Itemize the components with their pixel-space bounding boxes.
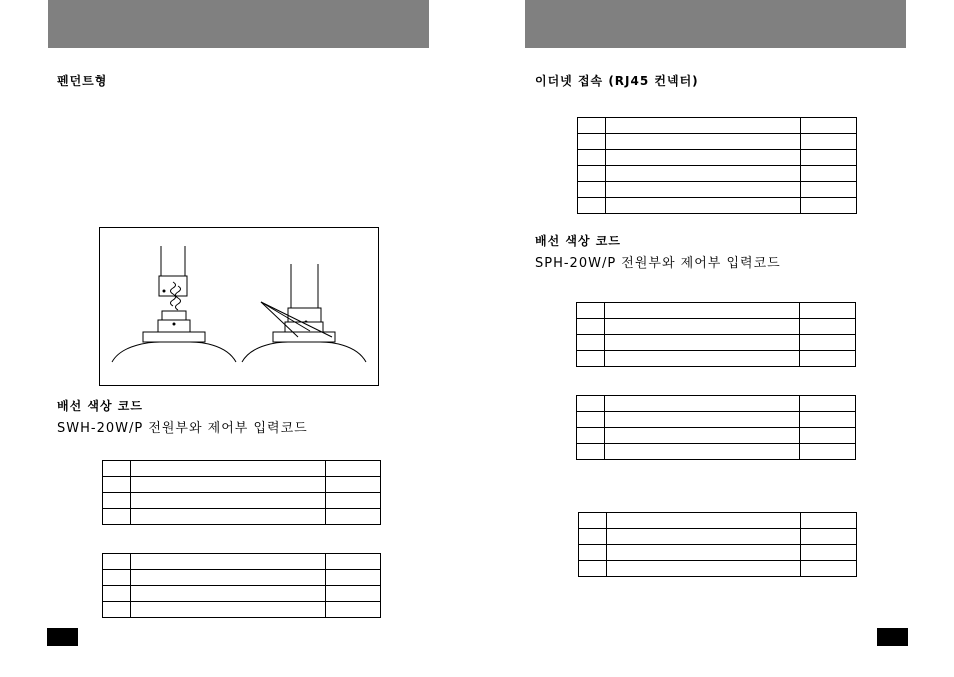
table-row (579, 513, 857, 529)
table-cell (103, 493, 131, 509)
table-cell (801, 182, 857, 198)
table-cell (801, 150, 857, 166)
table-cell (605, 335, 800, 351)
table-cell (606, 166, 801, 182)
table-cell (606, 134, 801, 150)
table-cell (577, 444, 605, 460)
table-cell (606, 118, 801, 134)
table-row (578, 134, 857, 150)
table-row (103, 477, 381, 493)
left-wiring-table-2 (102, 553, 381, 618)
table-row (579, 529, 857, 545)
table-row (103, 461, 381, 477)
table-cell (800, 412, 856, 428)
table-cell (326, 461, 381, 477)
table-cell (579, 561, 607, 577)
left-wiring-heading: 배선 색상 코드 (57, 399, 143, 413)
table-row (103, 570, 381, 586)
table-cell (801, 166, 857, 182)
table-cell (606, 182, 801, 198)
table-cell (801, 545, 857, 561)
table-row (577, 444, 856, 460)
table-cell (578, 198, 606, 214)
table-row (578, 150, 857, 166)
right-wiring-subheading: SPH-20W/P 전원부와 제어부 입력코드 (535, 256, 781, 271)
table-cell (103, 586, 131, 602)
table-row (577, 335, 856, 351)
left-wiring-subheading: SWH-20W/P 전원부와 제어부 입력코드 (57, 421, 308, 436)
table-cell (801, 561, 857, 577)
table-row (577, 303, 856, 319)
table-cell (801, 134, 857, 150)
table-cell (131, 461, 326, 477)
table-cell (577, 319, 605, 335)
left-wiring-table-1 (102, 460, 381, 525)
table-cell (578, 118, 606, 134)
table-cell (605, 319, 800, 335)
table-cell (801, 118, 857, 134)
section-title-pendant: 펜던트형 (57, 74, 108, 88)
table-cell (579, 529, 607, 545)
table-row (577, 396, 856, 412)
table-cell (800, 303, 856, 319)
table-cell (605, 303, 800, 319)
table-row (577, 351, 856, 367)
table-cell (605, 396, 800, 412)
table-cell (103, 602, 131, 618)
table-cell (577, 335, 605, 351)
table-cell (605, 444, 800, 460)
table-cell (800, 444, 856, 460)
table-row (578, 118, 857, 134)
table-cell (326, 554, 381, 570)
table-cell (801, 513, 857, 529)
table-cell (131, 570, 326, 586)
table-cell (607, 513, 801, 529)
table-row (577, 319, 856, 335)
table-cell (605, 412, 800, 428)
table-cell (326, 509, 381, 525)
table-cell (578, 166, 606, 182)
table-row (578, 166, 857, 182)
table-row (577, 428, 856, 444)
table-cell (326, 602, 381, 618)
ethernet-heading: 이더넷 접속 (RJ45 컨넥터) (535, 74, 699, 88)
pendant-mount-illustration (100, 228, 378, 385)
table-cell (131, 586, 326, 602)
left-header-bar (48, 0, 429, 48)
table-cell (800, 335, 856, 351)
right-wiring-heading: 배선 색상 코드 (535, 234, 621, 248)
table-cell (607, 545, 801, 561)
table-row (103, 509, 381, 525)
table-cell (578, 150, 606, 166)
table-cell (605, 428, 800, 444)
table-row (103, 602, 381, 618)
table-cell (103, 554, 131, 570)
table-cell (606, 150, 801, 166)
table-row (579, 561, 857, 577)
table-row (103, 554, 381, 570)
table-row (579, 545, 857, 561)
table-cell (579, 513, 607, 529)
right-page-footer-block (877, 628, 908, 646)
table-cell (800, 396, 856, 412)
table-cell (578, 182, 606, 198)
right-wiring-table-2 (576, 395, 856, 460)
table-cell (578, 134, 606, 150)
table-cell (131, 509, 326, 525)
table-cell (103, 509, 131, 525)
table-cell (801, 198, 857, 214)
table-cell (800, 351, 856, 367)
table-row (103, 586, 381, 602)
right-wiring-table-3 (578, 512, 857, 577)
ethernet-pinout-table (577, 117, 857, 214)
table-row (578, 198, 857, 214)
table-cell (326, 493, 381, 509)
table-cell (326, 570, 381, 586)
table-row (103, 493, 381, 509)
table-cell (607, 561, 801, 577)
table-cell (605, 351, 800, 367)
table-cell (131, 554, 326, 570)
table-row (578, 182, 857, 198)
table-cell (103, 477, 131, 493)
right-header-bar (525, 0, 906, 48)
left-page-footer-block (47, 628, 78, 646)
table-cell (606, 198, 801, 214)
table-cell (577, 396, 605, 412)
table-row (577, 412, 856, 428)
table-cell (103, 461, 131, 477)
table-cell (131, 477, 326, 493)
table-cell (579, 545, 607, 561)
table-cell (326, 477, 381, 493)
table-cell (103, 570, 131, 586)
table-cell (131, 602, 326, 618)
table-cell (326, 586, 381, 602)
table-cell (577, 412, 605, 428)
table-cell (800, 428, 856, 444)
table-cell (131, 493, 326, 509)
pendant-mount-figure (99, 227, 379, 386)
table-cell (577, 428, 605, 444)
table-cell (607, 529, 801, 545)
table-cell (577, 303, 605, 319)
table-cell (800, 319, 856, 335)
table-cell (577, 351, 605, 367)
table-cell (801, 529, 857, 545)
right-wiring-table-1 (576, 302, 856, 367)
